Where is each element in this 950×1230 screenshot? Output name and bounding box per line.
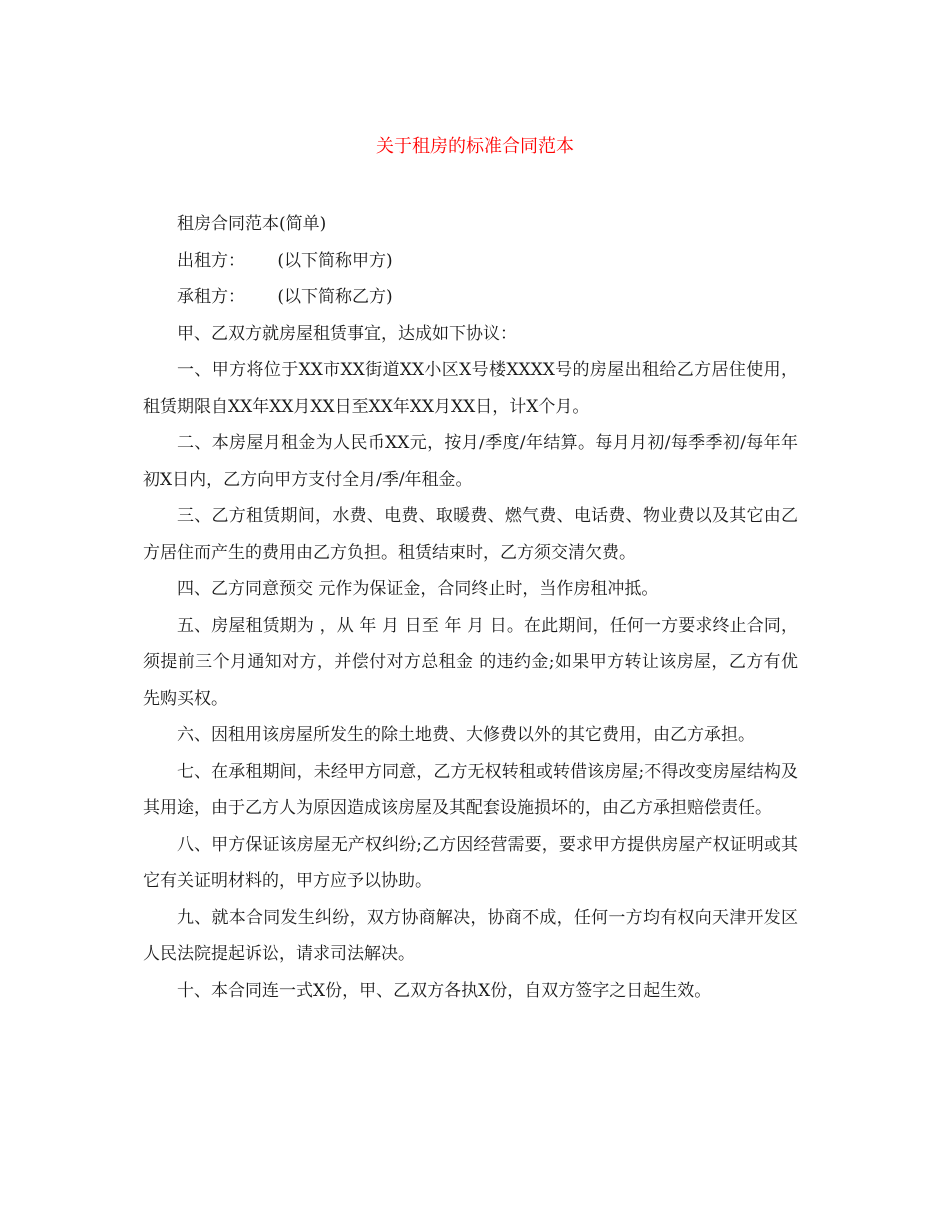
paragraph-lessor: 出租方： (以下简称甲方) xyxy=(177,250,393,271)
paragraph-clause-7: 七、在承租期间，未经甲方同意，乙方无权转租或转借该房屋;不得改变房屋结构及其用途，由于乙方人为原因造成该房屋及其配套设施损坏的，由乙方承担赔偿责任。 xyxy=(143,761,798,818)
paragraph-clause-10: 十、本合同连一式X份，甲、乙双方各执X份，自双方签字之日起生效。 xyxy=(177,980,712,1001)
document-title: 关于租房的标准合同范本 xyxy=(376,136,574,157)
paragraph-clause-4: 四、乙方同意预交 元作为保证金，合同终止时，当作房租冲抵。 xyxy=(177,579,659,599)
paragraph-clause-2: 二、本房屋月租金为人民币XX元，按月/季度/年结算。每月月初/每季季初/每年年初X日内，乙方向甲方支付全月/季/年租金。 xyxy=(143,433,798,490)
paragraph-agreement-intro: 甲、乙双方就房屋租赁事宜，达成如下协议： xyxy=(177,323,517,344)
paragraph-contract-heading: 租房合同范本(简单) xyxy=(177,214,327,234)
paragraph-lessee: 承租方： (以下简称乙方) xyxy=(177,287,393,307)
paragraph-clause-9: 九、就本合同发生纠纷，双方协商解决，协商不成，任何一方均有权向天津开发区人民法院提起诉讼，请求司法解决。 xyxy=(143,907,798,964)
paragraph-clause-8: 八、甲方保证该房屋无产权纠纷;乙方因经营需要，要求甲方提供房屋产权证明或其它有关证明材料的，甲方应予以协助。 xyxy=(143,834,798,891)
document-body xyxy=(143,206,798,1009)
paragraph-clause-5: 五、房屋租赁期为 ，从 年 月 日至 年 月 日。在此期间，任何一方要求终止合同，须提前三个月通知对方，并偿付对方总租金 的违约金;如果甲方转让该房屋，乙方有优先购买权。 xyxy=(143,615,798,709)
paragraph-clause-6: 六、因租用该房屋所发生的除土地费、大修费以外的其它费用，由乙方承担。 xyxy=(177,725,755,745)
paragraph-clause-1: 一、甲方将位于XX市XX街道XX小区X号楼XXXX号的房屋出租给乙方居住使用，租赁期限自XX年XX月XX日至XX年XX月XX日，计X个月。 xyxy=(143,360,798,417)
paragraph-clause-3: 三、乙方租赁期间，水费、电费、取暖费、燃气费、电话费、物业费以及其它由乙方居住而产生的费用由乙方负担。租赁结束时，乙方须交清欠费。 xyxy=(143,506,798,563)
